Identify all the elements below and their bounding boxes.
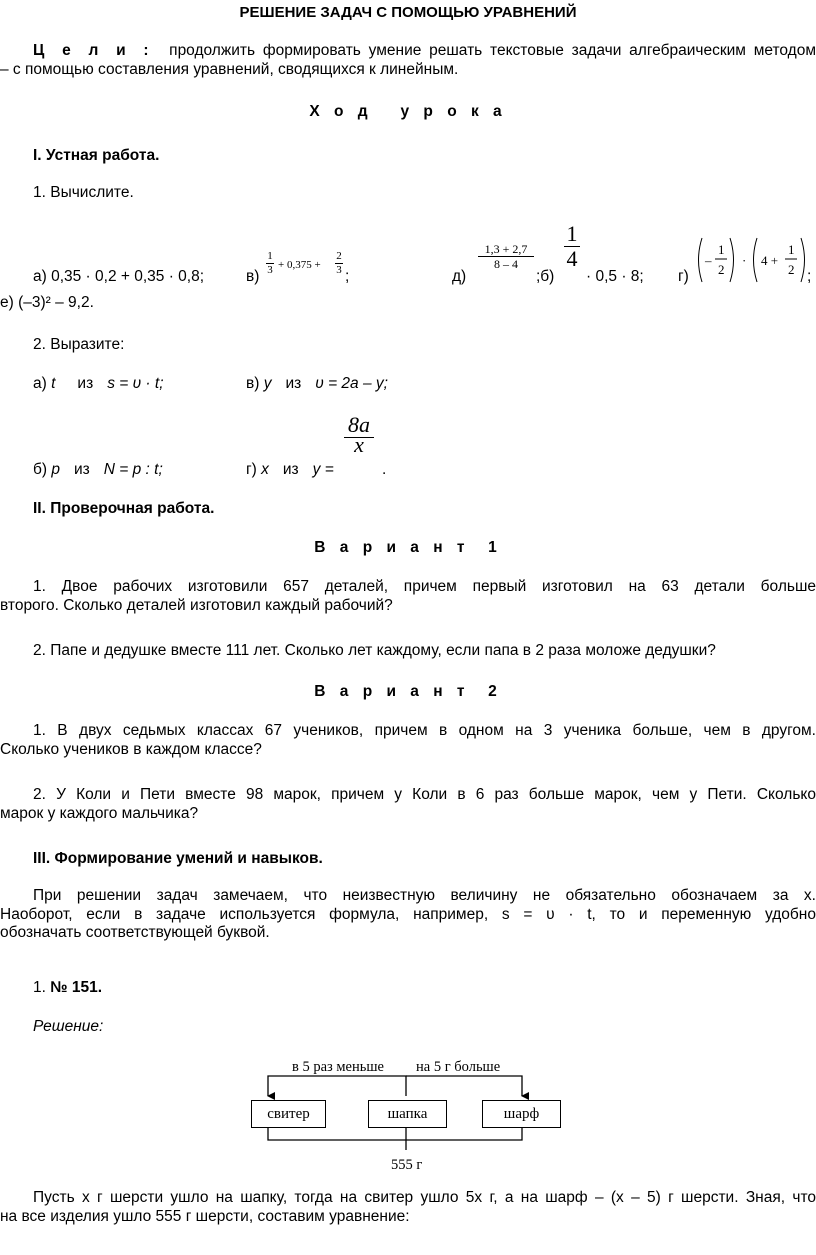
task-2-g-fraction: 8a x xyxy=(344,412,374,458)
g-frac2-num: 1 xyxy=(788,242,795,257)
diagram-box-scarf: шарф xyxy=(482,1100,561,1128)
task-1-g-end: ; xyxy=(807,268,812,285)
variant-1-task-1: 1. Двое рабочих изготовили 657 деталей, причем первый изготовил на 63 детали больше второго. Сколько деталей изготовил каждый рабочий? xyxy=(0,578,816,614)
task-2-g: г) x из y = xyxy=(246,461,334,478)
goal-line-1: Ц е л и : продолжить формировать умение решать текстовые задачи алгебраическим методом xyxy=(33,42,816,59)
task-1-g-label: г) xyxy=(678,268,689,285)
section-3-heading: III. Формирование умений и навыков. xyxy=(33,850,323,867)
lesson-heading: Х о д у р о к а xyxy=(309,103,507,120)
solution-label: Решение: xyxy=(33,1018,104,1035)
task-1-b-fraction: 1 4 xyxy=(564,222,580,271)
g-frac1-num: 1 xyxy=(718,242,725,257)
task-1-v-end: ; xyxy=(345,268,350,285)
diagram-total: 555 г xyxy=(391,1157,423,1173)
task-1-v-middle: + 0,375 + xyxy=(278,259,321,271)
task-1-e: е) (–3)² – 9,2. xyxy=(0,294,94,311)
task-2-a: а) t из s = υ · t; xyxy=(33,375,164,392)
task-1-v-fraction-1: 1 3 xyxy=(267,250,273,277)
section-2-heading: II. Проверочная работа. xyxy=(33,500,215,517)
diagram-box-sweater: свитер xyxy=(251,1100,326,1128)
task-2-v: в) y из υ = 2a – y; xyxy=(246,375,388,392)
variant-2-task-1: 1. В двух седьмых классах 67 учеников, причем в одном на 3 ученика больше, чем в другом. Сколько учеников в каждом классе? xyxy=(0,722,816,758)
diagram-label-more: на 5 г больше xyxy=(416,1059,501,1075)
diagram-arrow-left xyxy=(268,1076,406,1096)
g-frac2-den: 2 xyxy=(788,262,795,277)
task-1-a: а) 0,35 · 0,2 + 0,35 · 0,8; xyxy=(33,268,205,285)
goal-label: Ц е л и : xyxy=(33,42,154,59)
svg-text:–: – xyxy=(705,253,712,268)
task-2-g-end: . xyxy=(382,461,387,478)
task-2-label: 2. Выразите: xyxy=(33,336,125,353)
task-1-d-label: д) xyxy=(452,268,467,285)
section-3-paragraph: При решении задач замечаем, что неизвестную величину не обязательно обозначаем за x. Наоборот, если в задаче используется формула, например, s = υ · t, то и переменную удобно обозначать соответствующей буквой. xyxy=(0,887,816,942)
variant-2-task-2: 2. У Коли и Пети вместе 98 марок, причем у Коли в 6 раз больше марок, чем у Пети. Сколько марок у каждого мальчика? xyxy=(0,786,816,822)
task-1-label: 1. Вычислите. xyxy=(33,184,134,201)
task-2-b: б) p из N = p : t; xyxy=(33,461,163,478)
g-frac2-pre: 4 + xyxy=(761,253,779,268)
variant-1-task-2: 2. Папе и дедушке вместе 111 лет. Сколько лет каждому, если папа в 2 раза моложе дедушки? xyxy=(33,642,716,659)
task-1-b-rest: · 0,5 · 8; xyxy=(586,268,644,285)
g-dot: · xyxy=(742,253,747,268)
task-1-d-fraction: 1,3 + 2,7 8 – 4 xyxy=(478,242,534,272)
diagram-box-hat: шапка xyxy=(368,1100,447,1128)
task-151-label: 1. № 151. xyxy=(33,979,103,996)
task-1-g-expression xyxy=(694,234,814,286)
goal-paragraph xyxy=(0,42,816,79)
task-1-b-label: ;б) xyxy=(536,268,555,285)
diagram-brace-horizontal xyxy=(268,1127,522,1140)
g-frac1-den: 2 xyxy=(718,262,725,277)
diagram-arrow-right xyxy=(406,1076,522,1096)
goal-line-2: – с помощью составления уравнений, сводящихся к линейным. xyxy=(0,60,459,78)
variant-2-heading: В а р и а н т 2 xyxy=(314,683,502,700)
final-paragraph: Пусть x г шерсти ушло на шапку, тогда на свитер ушло 5x г, а на шарф – (x – 5) г шерсти. Зная, что на все изделия ушло 555 г шерсти, составим уравнение: xyxy=(0,1189,816,1225)
diagram-label-less: в 5 раз меньше xyxy=(292,1059,384,1075)
task-1-v-fraction-2: 2 3 xyxy=(336,250,342,277)
section-1-heading: I. Устная работа. xyxy=(33,147,160,164)
page-title: РЕШЕНИЕ ЗАДАЧ С ПОМОЩЬЮ УРАВНЕНИЙ xyxy=(239,4,577,21)
task-1-v-label: в) xyxy=(246,268,260,285)
variant-1-heading: В а р и а н т 1 xyxy=(314,539,502,556)
